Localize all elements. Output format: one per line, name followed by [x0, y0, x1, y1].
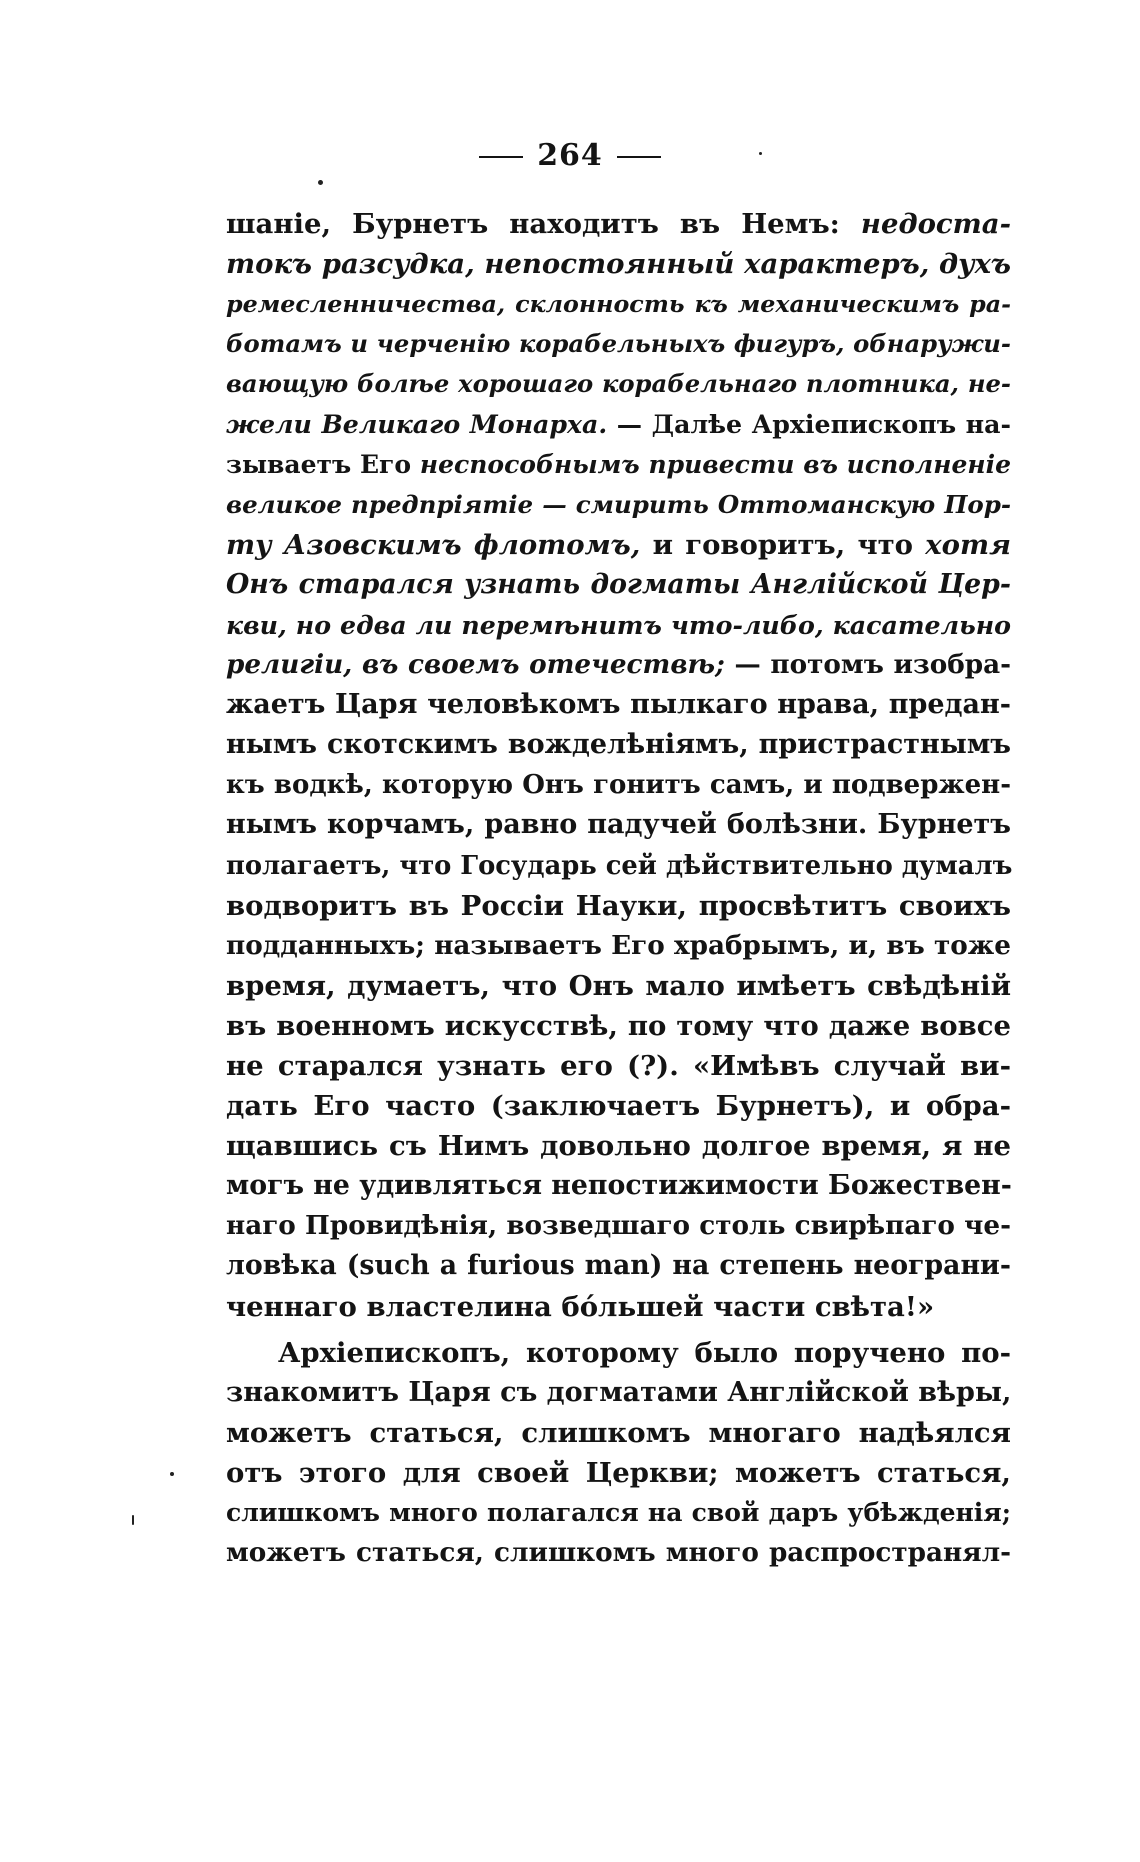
- text-line: [226, 1046, 1011, 1086]
- text-segment: къ водкѣ, которую Онъ гонитъ самъ, и подвержен-: [226, 770, 1011, 801]
- text-line: [226, 1126, 1011, 1166]
- text-segment: можетъ статься, слишкомъ много распространял-: [226, 1537, 1011, 1569]
- text-segment: время, думаетъ, что Онъ мало имѣетъ свѣдѣній: [226, 969, 1011, 1002]
- text-line: [226, 204, 1011, 244]
- text-segment: отъ этого для своей Церкви; можетъ статься,: [226, 1456, 1011, 1489]
- text-line: [226, 1086, 1011, 1126]
- body-text: [226, 204, 1011, 1573]
- italic-text: кви, но едва ли перемѣнитъ что-либо, касательно: [226, 609, 1011, 640]
- text-line: [226, 485, 1011, 525]
- italic-text: жели Великаго Монарха.: [226, 409, 608, 440]
- text-line: [226, 805, 1011, 845]
- italic-text: недостa-: [860, 208, 1011, 240]
- text-line: [226, 765, 1011, 805]
- text-segment: дать Его часто (заключаетъ Бурнетъ), и обра-: [226, 1090, 1011, 1123]
- text-line: [226, 605, 1011, 645]
- italic-text: хотя: [925, 528, 1011, 561]
- text-line: [226, 1246, 1011, 1286]
- scan-speck: [170, 1472, 174, 1476]
- text-segment: жаетъ Царя человѣкомъ пылкаго нрава, предан-: [226, 689, 1011, 721]
- text-line: [226, 725, 1011, 765]
- text-segment: полагаетъ, что Государь сей дѣйствительно думалъ: [226, 850, 1013, 881]
- italic-text: великое предпріятіе — смирить Оттоманскую Пор-: [226, 489, 1011, 519]
- text-segment: и говоритъ, что: [640, 528, 926, 561]
- italic-text: ремесленничества, склонность къ механическимъ ра-: [226, 290, 1011, 319]
- text-line: [226, 685, 1011, 725]
- text-segment: водворитъ въ Россіи Науки, просвѣтитъ своихъ: [226, 889, 1011, 922]
- scan-speck: [759, 152, 762, 155]
- text-line: [226, 1373, 1011, 1413]
- text-line: [226, 404, 1011, 444]
- text-line: [226, 1287, 1011, 1327]
- text-line: [226, 1206, 1011, 1246]
- text-line: [226, 886, 1011, 926]
- text-line: [226, 1453, 1011, 1493]
- text-segment: можетъ статься, слишкомъ многаго надѣялся: [226, 1416, 1011, 1449]
- text-line: [226, 1006, 1011, 1046]
- text-line: [226, 926, 1011, 966]
- text-segment: не старался узнать его (?). «Имѣвъ случай ви-: [226, 1049, 1011, 1082]
- text-line: [226, 1333, 1011, 1373]
- text-segment: шаніе, Бурнетъ находитъ въ Немъ:: [226, 208, 861, 240]
- text-segment: подданныхъ; называетъ Его храбрымъ, и, въ тоже: [226, 929, 1011, 961]
- text-segment: нымъ скотскимъ вожделѣніямъ, пристрастнымъ: [226, 729, 1011, 761]
- text-line: [226, 645, 1011, 685]
- italic-text: ту Азовскимъ флотомъ,: [226, 528, 641, 561]
- text-segment: ченнаго властелина бóльшей части свѣта!»: [226, 1290, 935, 1323]
- text-segment: наго Провидѣнія, возведшаго столь свирѣпаго че-: [226, 1210, 1011, 1242]
- text-segment: слишкомъ много полагался на свой даръ убѣжденія;: [226, 1498, 1011, 1527]
- header-dash-right: [617, 156, 661, 158]
- text-line: [226, 966, 1011, 1006]
- italic-text: религіи, въ своемъ отечествѣ;: [226, 649, 725, 681]
- text-segment: — Далѣе Архіепископъ на-: [607, 409, 1011, 440]
- text-segment: Архіепископъ, которому было поручено по-: [278, 1336, 1011, 1369]
- page-number: 264: [537, 138, 603, 173]
- text-segment: знакомитъ Царя съ догматами Англійской вѣры,: [226, 1376, 1012, 1408]
- text-line: [226, 324, 1011, 364]
- text-line: [226, 284, 1011, 324]
- text-line: [226, 1413, 1011, 1453]
- text-line: [226, 445, 1011, 485]
- text-line: [226, 846, 1011, 886]
- scan-speck: [132, 1515, 134, 1525]
- scan-speck: [318, 180, 323, 185]
- text-line: [226, 565, 1011, 605]
- text-segment: въ военномъ искусствѣ, по тому что даже вовсе: [226, 1009, 1011, 1042]
- text-line: [226, 525, 1011, 565]
- italic-text: неспособнымъ привести въ исполненіе: [419, 449, 1011, 479]
- text-line: [226, 364, 1011, 404]
- italic-text: вающую болѣе хорошаго корабельнаго плотника, не-: [226, 369, 1011, 399]
- text-segment: нымъ корчамъ, равно падучей болѣзни. Бурнетъ: [226, 809, 1011, 841]
- text-line: [226, 1493, 1011, 1533]
- italic-text: Онъ старался узнать догматы Англійской Цер-: [226, 568, 1011, 600]
- text-line: [226, 1533, 1011, 1573]
- italic-text: ботамъ и черченію корабельныхъ фигуръ, обнаружи-: [226, 329, 1011, 359]
- text-segment: щавшись съ Нимъ довольно долгое время, я не: [226, 1130, 1011, 1163]
- italic-text: токъ разсудка, непостоянный характеръ, духъ: [226, 248, 1011, 281]
- text-segment: — потомъ изобра-: [724, 649, 1011, 681]
- text-line: [226, 1166, 1011, 1206]
- header-dash-left: [479, 156, 523, 158]
- text-segment: зываетъ Его: [226, 449, 420, 479]
- page-header: [0, 138, 1140, 173]
- text-segment: могъ не удивляться непостижимости Божествен-: [226, 1170, 1012, 1202]
- text-segment: ловѣка (such a furious man) на степень неограни-: [226, 1250, 1011, 1282]
- text-line: [226, 244, 1011, 284]
